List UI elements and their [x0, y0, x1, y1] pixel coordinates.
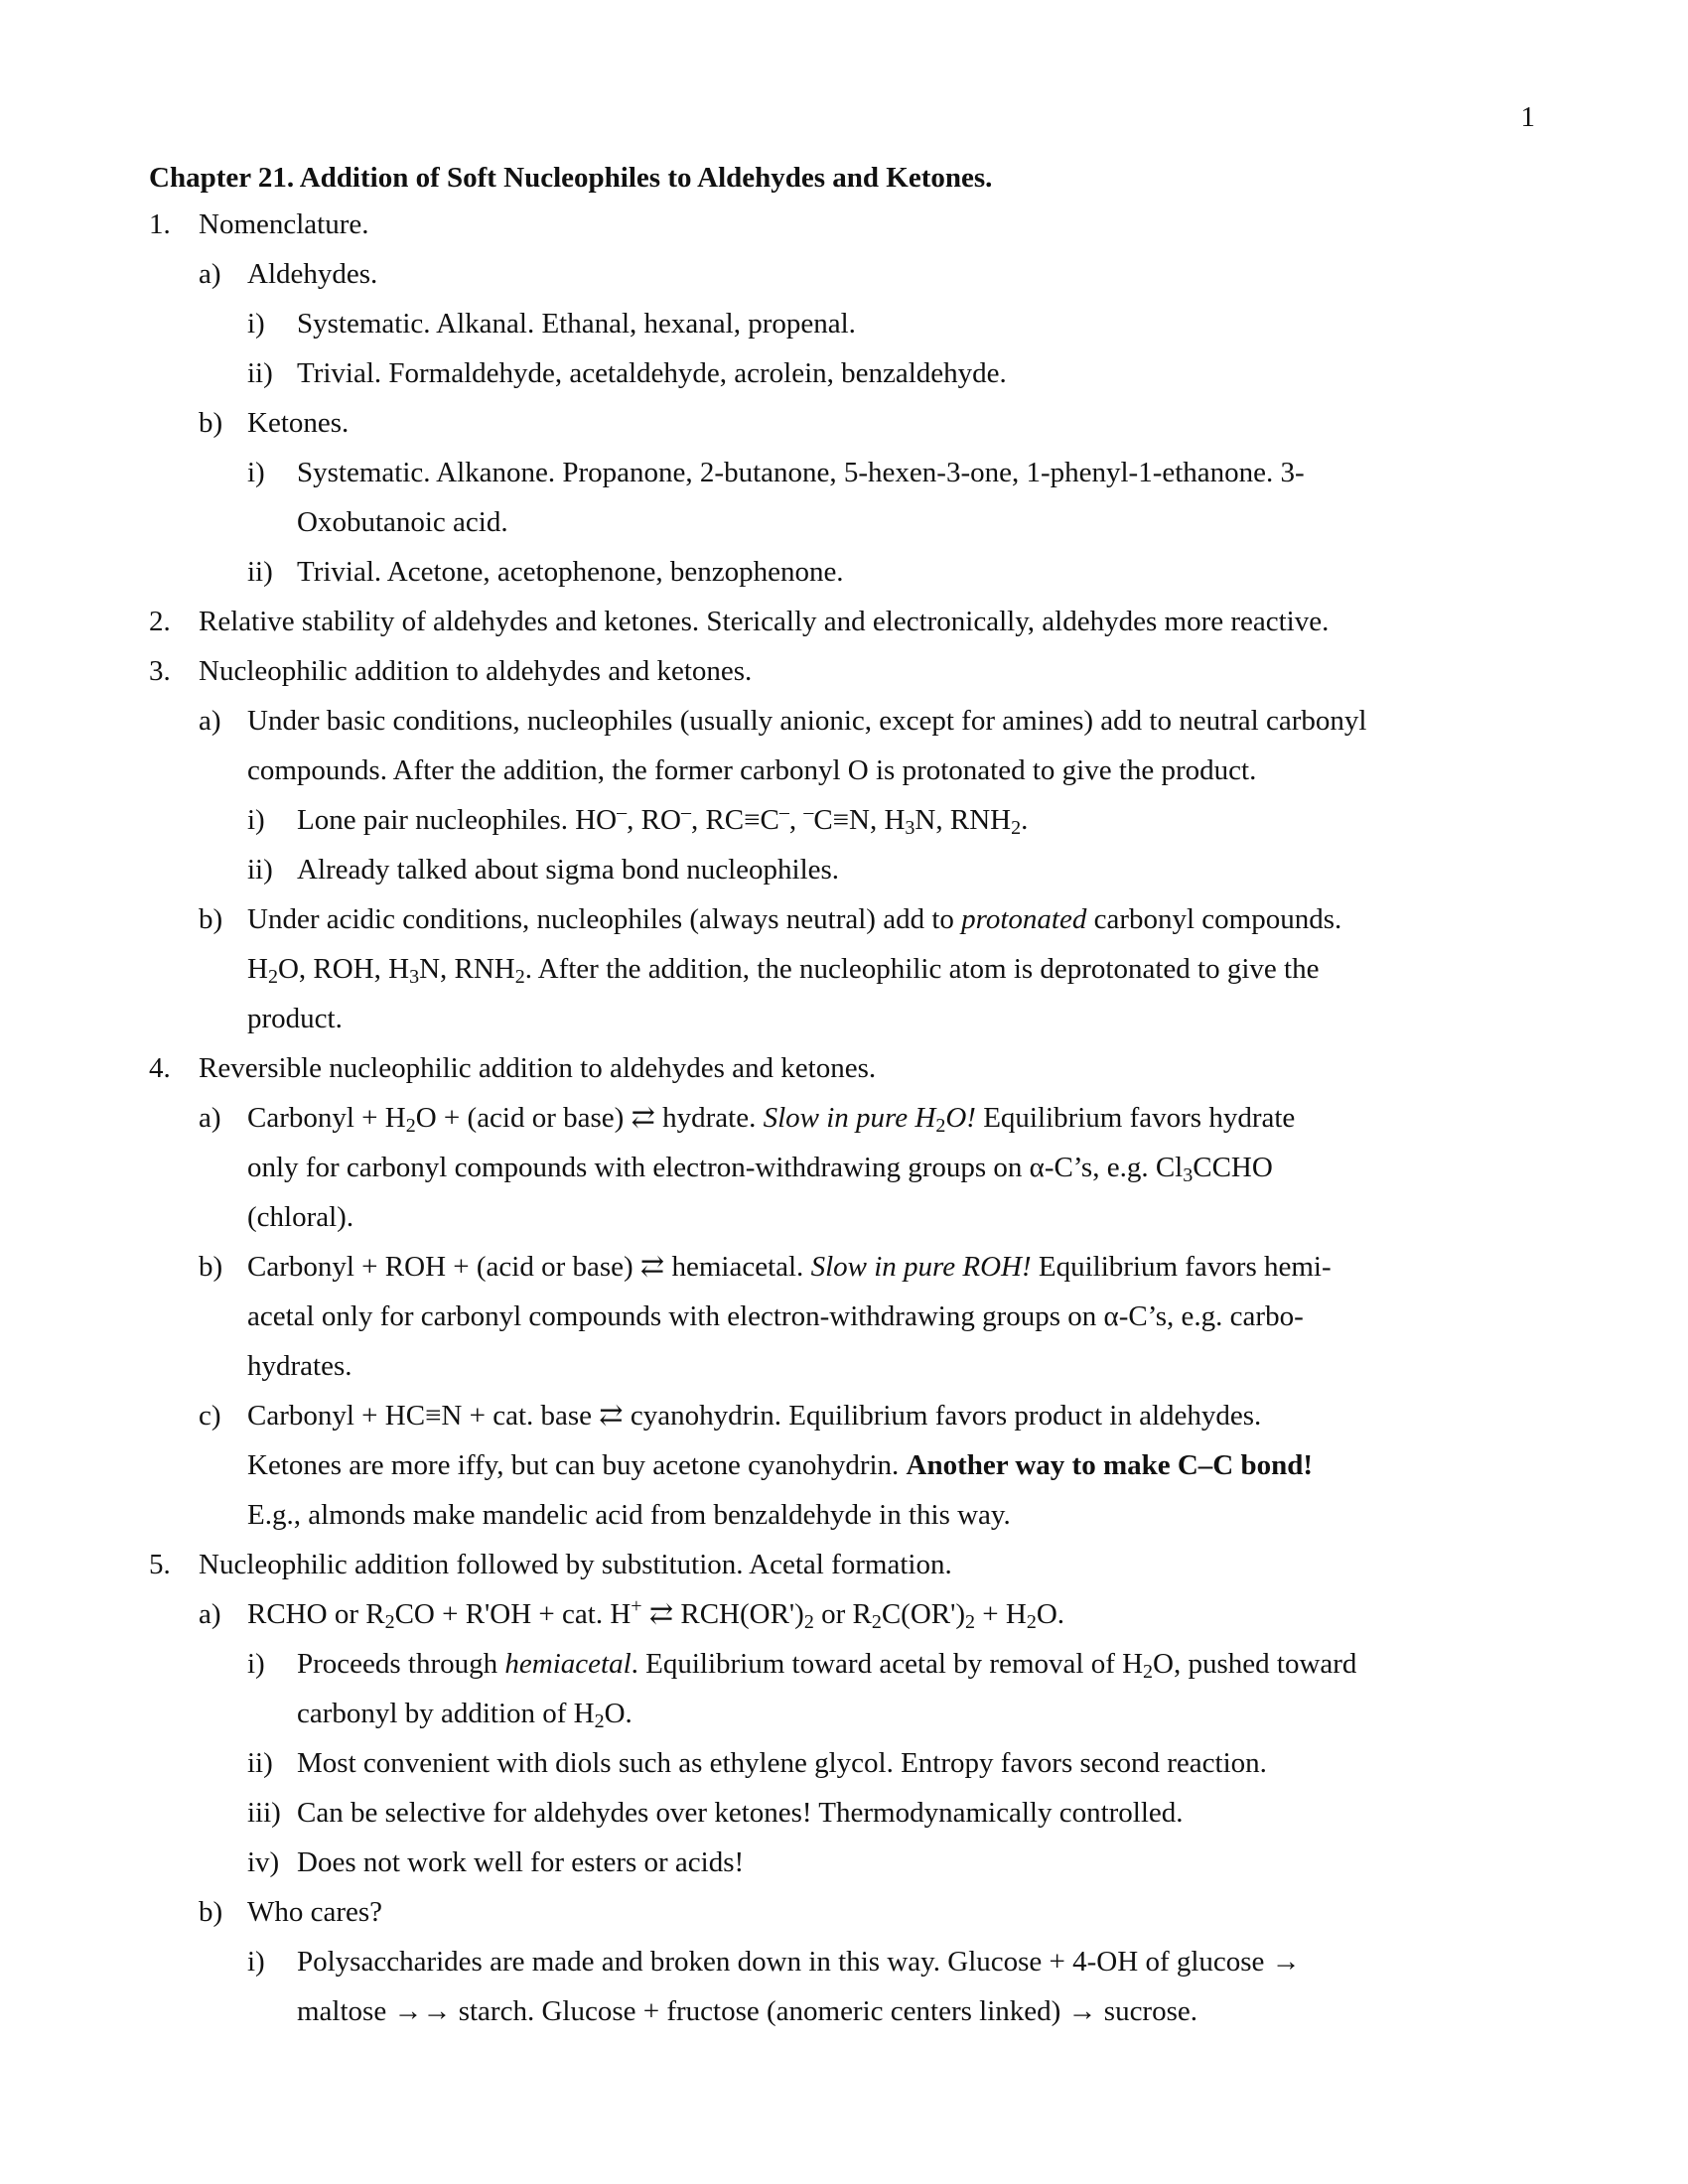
item-text: [247, 1597, 1064, 1631]
item-label: 4.: [149, 1052, 171, 1084]
text-run: Carbonyl + ROH + (acid or base) ⇄ hemiacetal.: [247, 1251, 811, 1283]
text-run: N, RNH: [419, 953, 515, 985]
text-run: hemiacetal: [504, 1648, 632, 1680]
item-text: [297, 1647, 1356, 1681]
text-run: 2: [1026, 1611, 1037, 1633]
text-run: .: [1021, 804, 1029, 836]
text-run: Proceeds through: [297, 1648, 505, 1680]
item-label: a): [199, 1598, 221, 1630]
item-label: b): [199, 1896, 223, 1928]
item-text: Systematic. Alkanone. Propanone, 2-butanone, 5-hexen-3-one, 1-phenyl-1-ethanone. 3-: [297, 457, 1305, 488]
item-text: Nucleophilic addition to aldehydes and ketones.: [199, 655, 753, 687]
text-run: C≡N, H: [813, 804, 906, 836]
text-run: , RC≡C: [690, 804, 779, 836]
text-run: protonated: [961, 903, 1087, 935]
item-label: b): [199, 407, 223, 439]
item-text: acetal only for carbonyl compounds with electron-withdrawing groups on α-C’s, e.g. carbo-: [247, 1300, 1304, 1332]
item-label: 3.: [149, 655, 171, 687]
item-text: Reversible nucleophilic addition to aldehydes and ketones.: [199, 1052, 877, 1084]
text-run: 2: [267, 966, 278, 988]
text-run: Ketones are more iffy, but can buy acetone cyanohydrin.: [247, 1449, 907, 1481]
item-label: ii): [247, 357, 273, 389]
item-label: iii): [247, 1797, 281, 1829]
item-text: Systematic. Alkanal. Ethanal, hexanal, propenal.: [297, 308, 856, 340]
text-run: CCHO: [1193, 1152, 1273, 1183]
item-label: 5.: [149, 1549, 171, 1580]
text-run: O, pushed toward: [1153, 1648, 1357, 1680]
item-text: Most convenient with diols such as ethylene glycol. Entropy favors second reaction.: [297, 1747, 1267, 1779]
item-text: [247, 1151, 1273, 1184]
text-run: carbonyl compounds.: [1086, 903, 1342, 935]
text-run: 2: [965, 1611, 975, 1633]
item-label: b): [199, 1251, 223, 1283]
item-text: Relative stability of aldehydes and ketones. Sterically and electronically, aldehydes more reactive.: [199, 606, 1330, 637]
item-label: iv): [247, 1846, 280, 1878]
text-run: 2: [594, 1710, 605, 1732]
item-text: hydrates.: [247, 1350, 352, 1382]
item-text: [297, 803, 1028, 837]
text-run: only for carbonyl compounds with electron-withdrawing groups on α-C’s, e.g. Cl: [247, 1152, 1184, 1183]
text-run: 2: [1011, 817, 1022, 839]
text-run: +: [631, 1595, 642, 1617]
item-label: i): [247, 308, 265, 340]
text-run: . Equilibrium toward acetal by removal of H: [631, 1648, 1144, 1680]
item-label: b): [199, 903, 223, 935]
item-text: [247, 1101, 1295, 1135]
item-text: Carbonyl + HC≡N + cat. base ⇄ cyanohydrin. Equilibrium favors product in aldehydes.: [247, 1400, 1262, 1432]
item-label: i): [247, 1946, 265, 1978]
item-text: compounds. After the addition, the former carbonyl O is protonated to give the product.: [247, 754, 1257, 786]
text-run: H: [247, 953, 268, 985]
item-label: ii): [247, 1747, 273, 1779]
item-label: a): [199, 1102, 221, 1134]
item-text: Under basic conditions, nucleophiles (usually anionic, except for amines) add to neutral carbonyl: [247, 705, 1367, 737]
text-run: + H: [975, 1598, 1027, 1630]
text-run: CO + R'OH + cat. H: [394, 1598, 632, 1630]
text-run: Carbonyl + H: [247, 1102, 406, 1134]
item-label: a): [199, 258, 221, 290]
text-run: 3: [905, 817, 915, 839]
text-run: 2: [384, 1611, 395, 1633]
item-text: [247, 1250, 1332, 1284]
text-run: , RO: [627, 804, 681, 836]
item-label: i): [247, 1648, 265, 1680]
item-text: Trivial. Acetone, acetophenone, benzophenone.: [297, 556, 844, 588]
text-run: 2: [514, 966, 525, 988]
item-text: product.: [247, 1003, 343, 1034]
text-run: 2: [935, 1115, 946, 1137]
text-run: –: [680, 801, 691, 823]
text-run: O.: [604, 1698, 633, 1729]
text-run: –: [778, 801, 789, 823]
text-run: O, ROH, H: [277, 953, 410, 985]
text-run: Slow in pure ROH!: [810, 1251, 1032, 1283]
text-run: 2: [405, 1115, 416, 1137]
text-run: 3: [409, 966, 420, 988]
item-text: [297, 1697, 633, 1730]
item-text: Trivial. Formaldehyde, acetaldehyde, acrolein, benzaldehyde.: [297, 357, 1007, 389]
text-run: carbonyl by addition of H: [297, 1698, 595, 1729]
item-text: Ketones.: [247, 407, 350, 439]
item-text: Oxobutanoic acid.: [297, 506, 508, 538]
item-text: Nucleophilic addition followed by substitution. Acetal formation.: [199, 1549, 952, 1580]
item-text: [247, 902, 1341, 936]
text-run: C(OR'): [881, 1598, 965, 1630]
item-text: Nomenclature.: [199, 208, 369, 240]
text-run: –: [617, 801, 628, 823]
text-run: 2: [1143, 1661, 1154, 1683]
text-run: ⇄ RCH(OR'): [641, 1598, 804, 1630]
text-run: 2: [803, 1611, 814, 1633]
item-label: ii): [247, 556, 273, 588]
text-run: O.: [1036, 1598, 1065, 1630]
item-text: [247, 1448, 1313, 1482]
page-number: 1: [1520, 101, 1535, 133]
item-label: i): [247, 804, 265, 836]
item-label: 2.: [149, 606, 171, 637]
text-run: RCHO or R: [247, 1598, 385, 1630]
item-text: Aldehydes.: [247, 258, 378, 290]
text-run: N, RNH: [914, 804, 1012, 836]
item-text: Does not work well for esters or acids!: [297, 1846, 745, 1878]
text-run: 3: [1183, 1164, 1194, 1186]
text-run: O + (acid or base) ⇄ hydrate.: [415, 1102, 764, 1134]
item-text: Already talked about sigma bond nucleophiles.: [297, 854, 840, 886]
text-run: or R: [813, 1598, 872, 1630]
text-run: . After the addition, the nucleophilic atom is deprotonated to give the: [524, 953, 1320, 985]
item-label: 1.: [149, 208, 171, 240]
text-run: 2: [871, 1611, 882, 1633]
text-run: –: [803, 801, 814, 823]
item-label: ii): [247, 854, 273, 886]
item-label: i): [247, 457, 265, 488]
item-text: Polysaccharides are made and broken down in this way. Glucose + 4-OH of glucose →: [297, 1946, 1301, 1978]
item-text: E.g., almonds make mandelic acid from benzaldehyde in this way.: [247, 1499, 1011, 1531]
text-run: Another way to make C–C bond!: [906, 1449, 1314, 1481]
text-run: Equilibrium favors hydrate: [975, 1102, 1296, 1134]
text-run: Equilibrium favors hemi-: [1031, 1251, 1332, 1283]
item-label: c): [199, 1400, 221, 1432]
item-text: Who cares?: [247, 1896, 383, 1928]
text-run: ,: [788, 804, 804, 836]
item-text: [247, 952, 1319, 986]
item-text: (chloral).: [247, 1201, 354, 1233]
text-run: Lone pair nucleophiles. HO: [297, 804, 618, 836]
text-run: Under acidic conditions, nucleophiles (always neutral) add to: [247, 903, 962, 935]
chapter-heading: Chapter 21. Addition of Soft Nucleophiles to Aldehydes and Ketones.: [149, 162, 993, 194]
text-run: O!: [945, 1102, 976, 1134]
item-label: a): [199, 705, 221, 737]
item-text: Can be selective for aldehydes over ketones! Thermodynamically controlled.: [297, 1797, 1184, 1829]
text-run: Slow in pure H: [763, 1102, 936, 1134]
item-text: maltose →→ starch. Glucose + fructose (anomeric centers linked) → sucrose.: [297, 1995, 1198, 2027]
